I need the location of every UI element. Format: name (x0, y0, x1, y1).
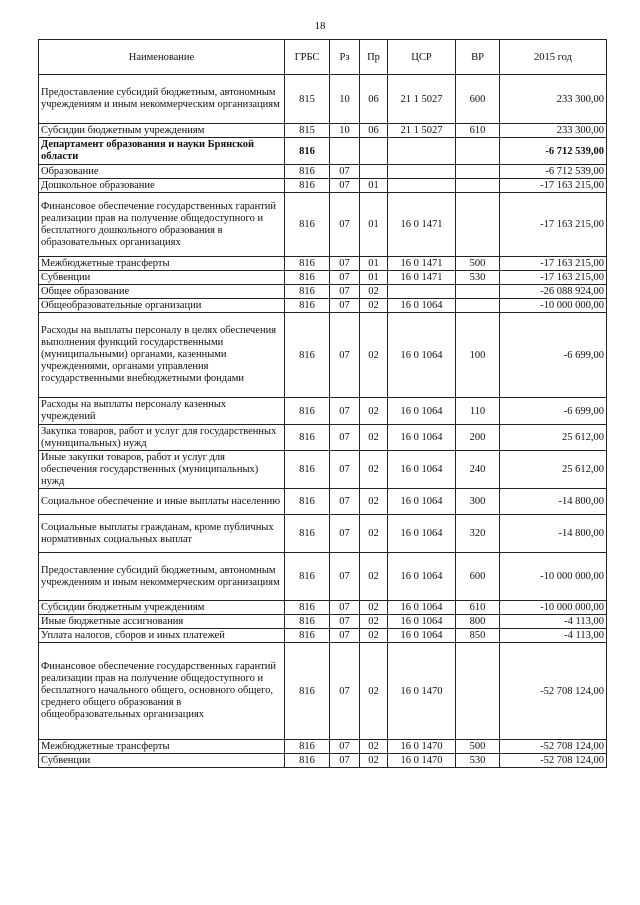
cell-rz: 07 (330, 489, 360, 515)
cell-vr: 110 (456, 398, 500, 425)
cell-amount: -10 000 000,00 (500, 601, 607, 615)
table-row (39, 601, 607, 615)
cell-csr: 16 0 1471 (388, 271, 456, 285)
table-row (39, 124, 607, 138)
cell-name: Общее образование (39, 285, 285, 299)
table-row (39, 179, 607, 193)
cell-rz: 07 (330, 643, 360, 740)
table-row (39, 285, 607, 299)
cell-pr: 02 (360, 643, 388, 740)
cell-csr: 21 1 5027 (388, 124, 456, 138)
cell-csr: 16 0 1470 (388, 740, 456, 754)
cell-amount: -52 708 124,00 (500, 740, 607, 754)
cell-pr: 02 (360, 615, 388, 629)
table-row (39, 299, 607, 313)
cell-amount: -10 000 000,00 (500, 299, 607, 313)
cell-pr: 02 (360, 398, 388, 425)
cell-pr: 01 (360, 193, 388, 257)
table-row (39, 271, 607, 285)
cell-rz: 07 (330, 398, 360, 425)
cell-csr (388, 285, 456, 299)
cell-amount: -14 800,00 (500, 489, 607, 515)
cell-rz: 07 (330, 179, 360, 193)
table-header-row (39, 40, 607, 75)
col-header-pr: Пр (360, 40, 388, 75)
cell-pr: 02 (360, 489, 388, 515)
cell-grbs: 816 (285, 398, 330, 425)
cell-vr: 100 (456, 313, 500, 398)
cell-name: Финансовое обеспечение государственных гарантий реализации прав на получение общедоступного и бесплатного дошкольного образования в образовательных организациях (39, 193, 285, 257)
cell-vr: 800 (456, 615, 500, 629)
table-row (39, 451, 607, 489)
cell-grbs: 816 (285, 138, 330, 165)
cell-name: Социальные выплаты гражданам, кроме публичных нормативных социальных выплат (39, 515, 285, 553)
cell-pr: 02 (360, 313, 388, 398)
cell-csr: 16 0 1064 (388, 615, 456, 629)
cell-name: Предоставление субсидий бюджетным, автономным учреждениям и иным некоммерческим организациям (39, 553, 285, 601)
cell-name: Иные закупки товаров, работ и услуг для обеспечения государственных (муниципальных) нужд (39, 451, 285, 489)
table-row (39, 193, 607, 257)
cell-amount: -17 163 215,00 (500, 257, 607, 271)
cell-pr: 02 (360, 451, 388, 489)
cell-name: Дошкольное образование (39, 179, 285, 193)
table-row (39, 629, 607, 643)
cell-rz: 07 (330, 271, 360, 285)
cell-csr: 16 0 1064 (388, 425, 456, 451)
table-row (39, 489, 607, 515)
cell-vr: 240 (456, 451, 500, 489)
cell-rz: 07 (330, 193, 360, 257)
cell-pr: 02 (360, 553, 388, 601)
cell-amount: -17 163 215,00 (500, 271, 607, 285)
cell-vr: 200 (456, 425, 500, 451)
cell-vr: 600 (456, 75, 500, 124)
cell-grbs: 816 (285, 489, 330, 515)
cell-name: Закупка товаров, работ и услуг для государственных (муниципальных) нужд (39, 425, 285, 451)
cell-vr (456, 285, 500, 299)
cell-vr (456, 193, 500, 257)
table-row (39, 754, 607, 768)
cell-grbs: 816 (285, 165, 330, 179)
cell-rz: 07 (330, 615, 360, 629)
cell-rz: 10 (330, 124, 360, 138)
cell-csr: 16 0 1064 (388, 398, 456, 425)
cell-amount: -4 113,00 (500, 615, 607, 629)
cell-rz: 07 (330, 553, 360, 601)
budget-table (38, 39, 607, 768)
table-row (39, 257, 607, 271)
cell-vr: 610 (456, 601, 500, 615)
cell-amount: -17 163 215,00 (500, 179, 607, 193)
cell-csr (388, 165, 456, 179)
cell-vr (456, 165, 500, 179)
cell-amount: 233 300,00 (500, 124, 607, 138)
cell-grbs: 816 (285, 601, 330, 615)
cell-pr: 02 (360, 754, 388, 768)
col-header-year: 2015 год (500, 40, 607, 75)
cell-grbs: 816 (285, 425, 330, 451)
cell-grbs: 816 (285, 553, 330, 601)
cell-vr (456, 138, 500, 165)
cell-rz: 07 (330, 754, 360, 768)
cell-vr: 530 (456, 271, 500, 285)
cell-pr: 01 (360, 179, 388, 193)
cell-rz (330, 138, 360, 165)
cell-vr: 530 (456, 754, 500, 768)
cell-grbs: 815 (285, 75, 330, 124)
cell-pr: 01 (360, 257, 388, 271)
cell-name: Межбюджетные трансферты (39, 740, 285, 754)
cell-rz: 10 (330, 75, 360, 124)
cell-csr (388, 138, 456, 165)
cell-csr: 16 0 1064 (388, 451, 456, 489)
cell-name: Субвенции (39, 271, 285, 285)
cell-pr: 06 (360, 75, 388, 124)
cell-grbs: 816 (285, 313, 330, 398)
cell-grbs: 816 (285, 451, 330, 489)
cell-csr: 16 0 1470 (388, 754, 456, 768)
cell-name: Общеобразовательные организации (39, 299, 285, 313)
col-header-grbs: ГРБС (285, 40, 330, 75)
cell-amount: -52 708 124,00 (500, 754, 607, 768)
cell-amount: -4 113,00 (500, 629, 607, 643)
cell-name: Департамент образования и науки Брянской области (39, 138, 285, 165)
cell-pr: 02 (360, 425, 388, 451)
cell-amount: 233 300,00 (500, 75, 607, 124)
cell-name: Расходы на выплаты персоналу казенных учреждений (39, 398, 285, 425)
cell-amount: 25 612,00 (500, 425, 607, 451)
cell-grbs: 816 (285, 179, 330, 193)
cell-rz: 07 (330, 165, 360, 179)
cell-name: Образование (39, 165, 285, 179)
cell-rz: 07 (330, 313, 360, 398)
cell-csr: 16 0 1064 (388, 553, 456, 601)
cell-grbs: 816 (285, 740, 330, 754)
cell-amount: -6 699,00 (500, 398, 607, 425)
cell-grbs: 816 (285, 271, 330, 285)
col-header-name: Наименование (39, 40, 285, 75)
cell-grbs: 816 (285, 754, 330, 768)
cell-grbs: 816 (285, 643, 330, 740)
cell-vr: 500 (456, 257, 500, 271)
cell-rz: 07 (330, 285, 360, 299)
cell-name: Финансовое обеспечение государственных гарантий реализации прав на получение общедоступного и бесплатного начального общего, основного общего, среднего общего образования в общеобразовательных организациях (39, 643, 285, 740)
cell-amount: -10 000 000,00 (500, 553, 607, 601)
cell-amount: -17 163 215,00 (500, 193, 607, 257)
cell-vr (456, 299, 500, 313)
cell-pr: 02 (360, 740, 388, 754)
table-row (39, 643, 607, 740)
cell-csr (388, 179, 456, 193)
cell-name: Социальное обеспечение и иные выплаты населению (39, 489, 285, 515)
cell-grbs: 816 (285, 515, 330, 553)
table-row (39, 740, 607, 754)
cell-vr: 610 (456, 124, 500, 138)
table-row (39, 615, 607, 629)
cell-csr: 16 0 1471 (388, 257, 456, 271)
cell-vr: 600 (456, 553, 500, 601)
cell-amount: -52 708 124,00 (500, 643, 607, 740)
cell-amount: -6 712 539,00 (500, 138, 607, 165)
cell-grbs: 816 (285, 193, 330, 257)
cell-grbs: 815 (285, 124, 330, 138)
table-row (39, 398, 607, 425)
cell-vr: 850 (456, 629, 500, 643)
cell-name: Субвенции (39, 754, 285, 768)
cell-pr (360, 165, 388, 179)
cell-rz: 07 (330, 601, 360, 615)
cell-grbs: 816 (285, 257, 330, 271)
cell-rz: 07 (330, 257, 360, 271)
cell-name: Предоставление субсидий бюджетным, автономным учреждениям и иным некоммерческим организациям (39, 75, 285, 124)
cell-grbs: 816 (285, 285, 330, 299)
cell-grbs: 816 (285, 629, 330, 643)
table-row (39, 425, 607, 451)
cell-pr (360, 138, 388, 165)
page-number: 18 (314, 20, 326, 32)
cell-amount: -6 699,00 (500, 313, 607, 398)
cell-csr: 16 0 1471 (388, 193, 456, 257)
cell-csr: 21 1 5027 (388, 75, 456, 124)
cell-amount: -14 800,00 (500, 515, 607, 553)
cell-amount: -26 088 924,00 (500, 285, 607, 299)
cell-pr: 01 (360, 271, 388, 285)
cell-name: Расходы на выплаты персоналу в целях обеспечения выполнения функций государственными (муниципальными) органами, казенными учреждениями, органами управления государственными внебюджетными фондами (39, 313, 285, 398)
cell-csr: 16 0 1064 (388, 601, 456, 615)
cell-pr: 06 (360, 124, 388, 138)
cell-csr: 16 0 1064 (388, 515, 456, 553)
col-header-rz: Рз (330, 40, 360, 75)
cell-csr: 16 0 1064 (388, 629, 456, 643)
cell-rz: 07 (330, 425, 360, 451)
cell-rz: 07 (330, 299, 360, 313)
table-row (39, 553, 607, 601)
cell-pr: 02 (360, 515, 388, 553)
cell-pr: 02 (360, 601, 388, 615)
cell-pr: 02 (360, 285, 388, 299)
cell-rz: 07 (330, 515, 360, 553)
cell-name: Субсидии бюджетным учреждениям (39, 601, 285, 615)
cell-rz: 07 (330, 629, 360, 643)
cell-grbs: 816 (285, 299, 330, 313)
cell-pr: 02 (360, 299, 388, 313)
table-row (39, 313, 607, 398)
cell-vr: 320 (456, 515, 500, 553)
cell-vr (456, 179, 500, 193)
table-row (39, 138, 607, 165)
cell-name: Субсидии бюджетным учреждениям (39, 124, 285, 138)
cell-csr: 16 0 1064 (388, 299, 456, 313)
cell-rz: 07 (330, 740, 360, 754)
cell-amount: -6 712 539,00 (500, 165, 607, 179)
cell-vr (456, 643, 500, 740)
cell-pr: 02 (360, 629, 388, 643)
cell-vr: 500 (456, 740, 500, 754)
cell-csr: 16 0 1470 (388, 643, 456, 740)
table-row (39, 165, 607, 179)
cell-amount: 25 612,00 (500, 451, 607, 489)
cell-rz: 07 (330, 451, 360, 489)
cell-name: Межбюджетные трансферты (39, 257, 285, 271)
cell-csr: 16 0 1064 (388, 489, 456, 515)
table-row (39, 75, 607, 124)
cell-vr: 300 (456, 489, 500, 515)
cell-csr: 16 0 1064 (388, 313, 456, 398)
cell-grbs: 816 (285, 615, 330, 629)
table-row (39, 515, 607, 553)
cell-name: Уплата налогов, сборов и иных платежей (39, 629, 285, 643)
col-header-csr: ЦСР (388, 40, 456, 75)
cell-name: Иные бюджетные ассигнования (39, 615, 285, 629)
col-header-vr: ВР (456, 40, 500, 75)
